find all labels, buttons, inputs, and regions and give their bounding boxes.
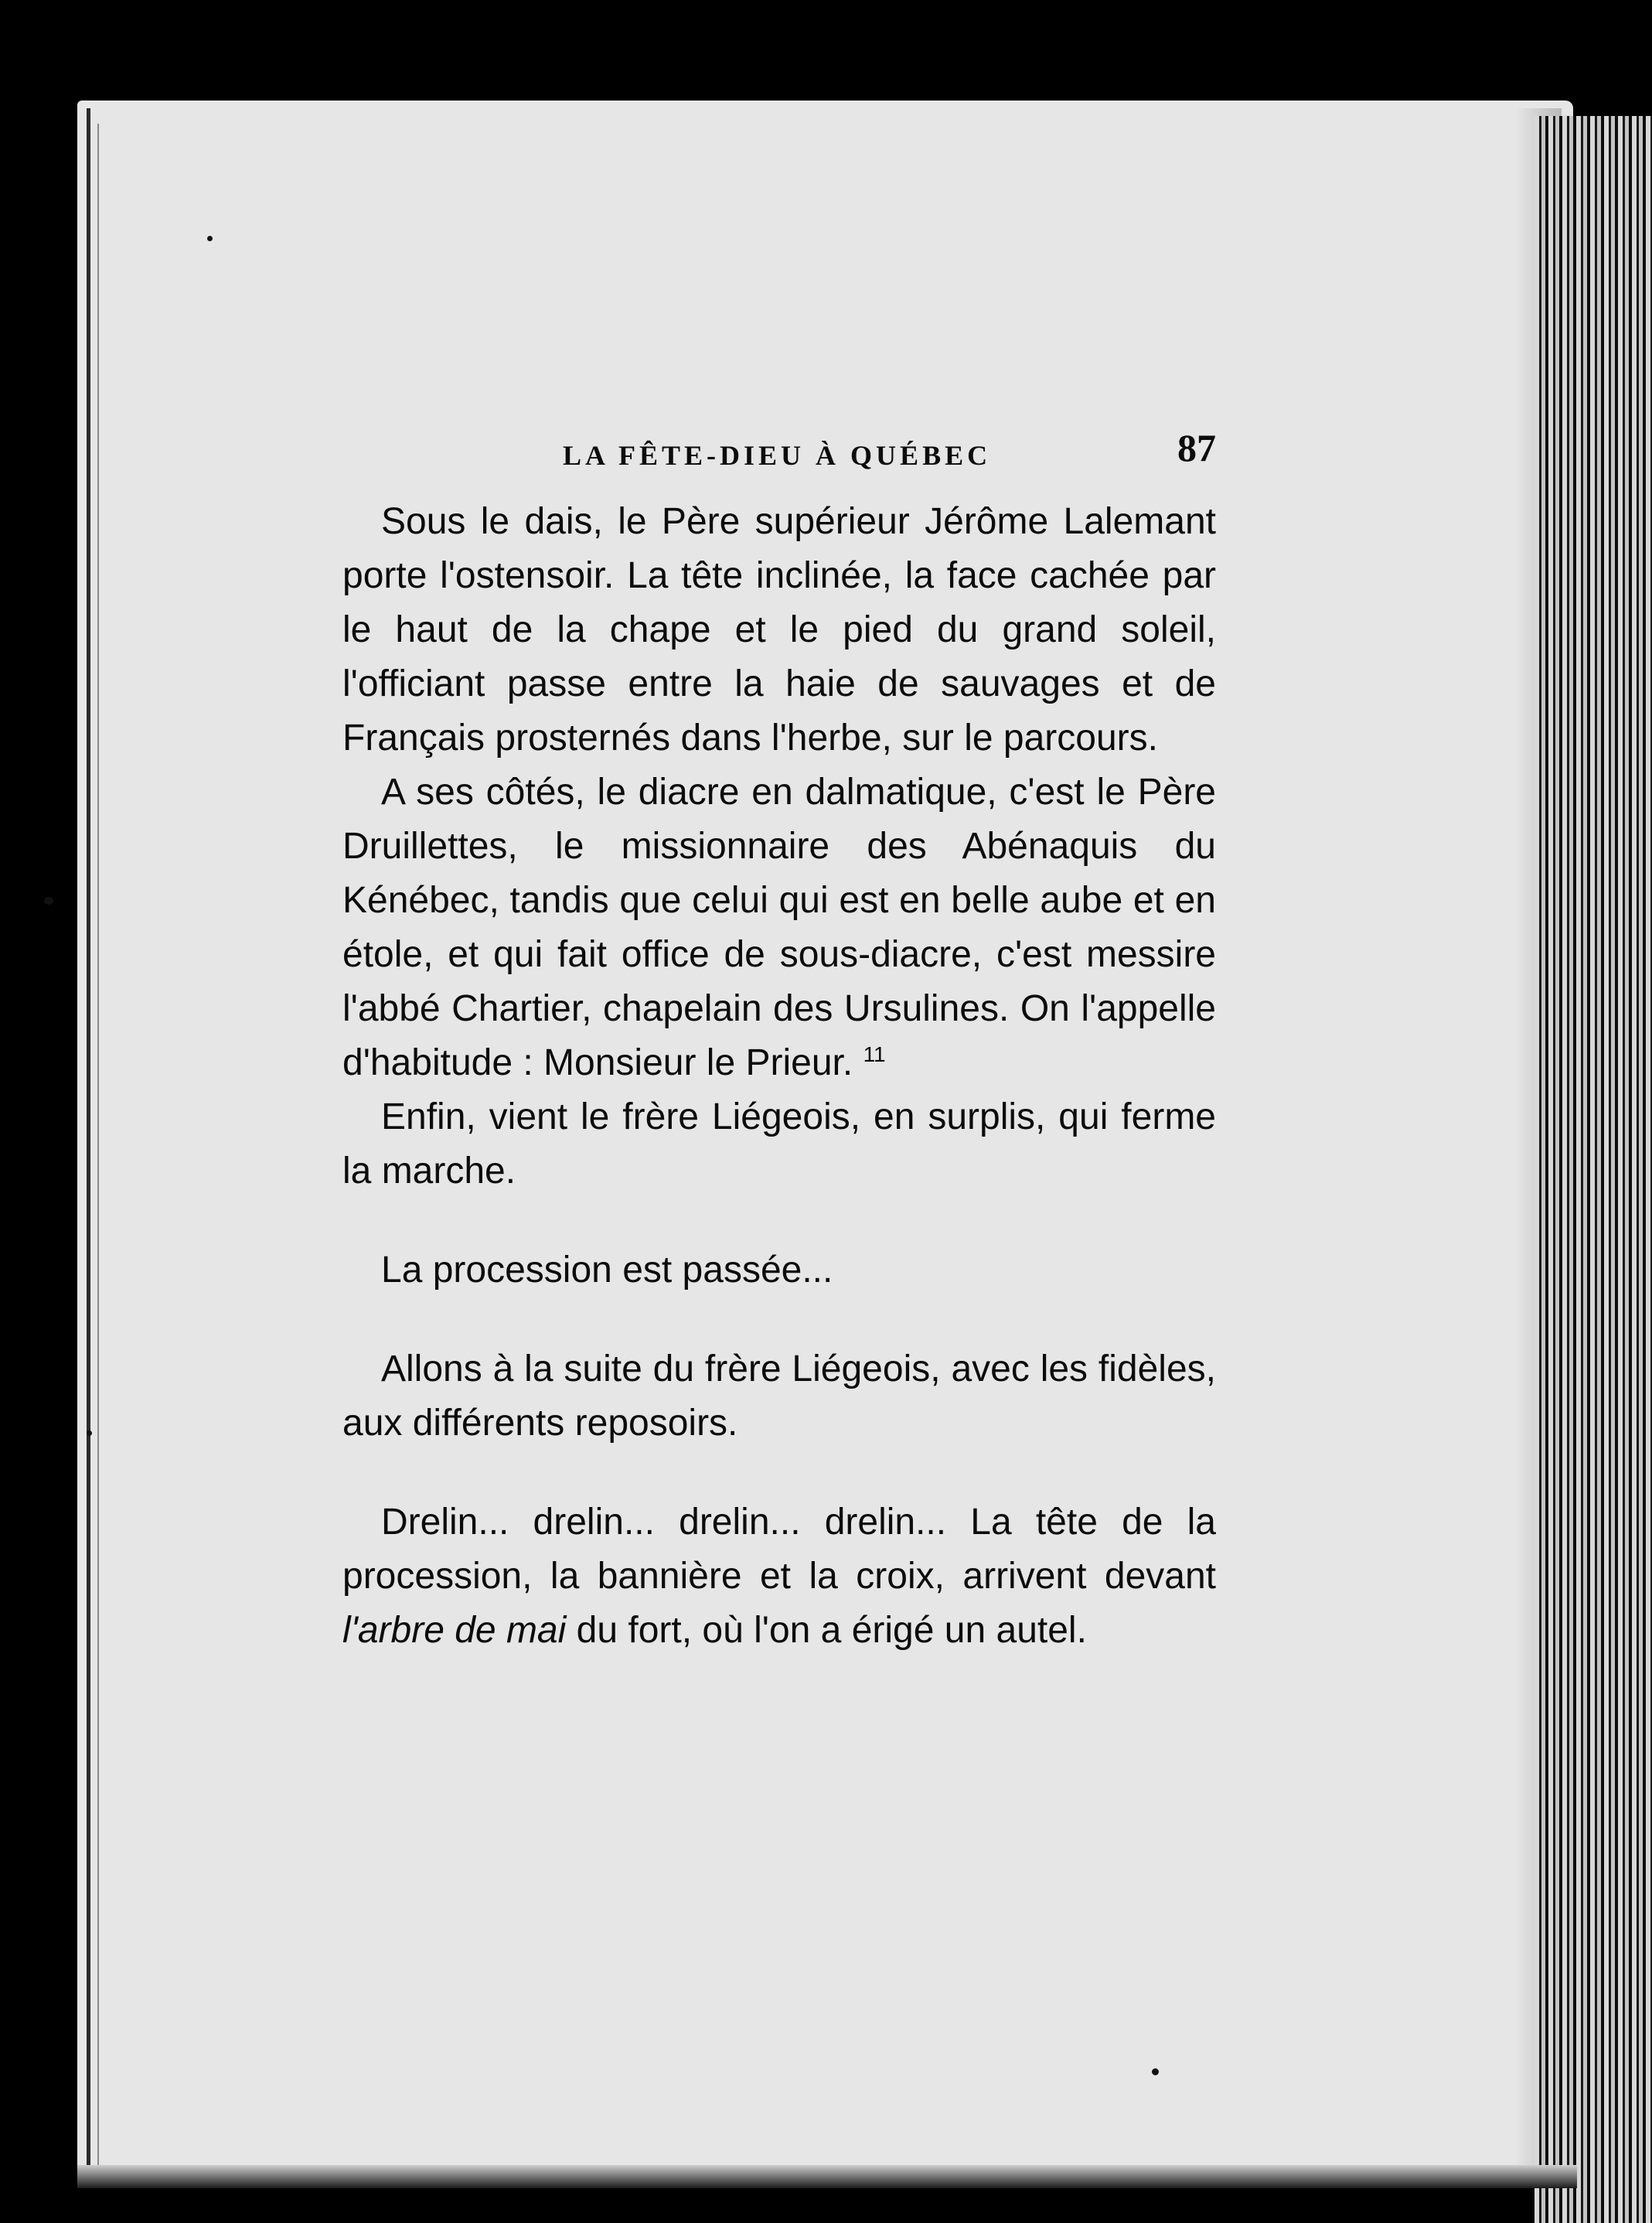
text-block bbox=[342, 425, 1216, 1658]
dust-speck bbox=[207, 236, 213, 241]
paragraph-text-after: du fort, où l'on a érigé un autel. bbox=[566, 1610, 1087, 1651]
book-edge-leaves bbox=[1534, 116, 1652, 2223]
paragraph bbox=[342, 1243, 1216, 1297]
dust-speck bbox=[87, 1430, 92, 1436]
body-text bbox=[342, 495, 1216, 1658]
paragraph bbox=[342, 1090, 1216, 1198]
page-bottom-edge bbox=[77, 2165, 1577, 2188]
paragraph bbox=[342, 765, 1216, 1090]
paragraph-text: La procession est passée... bbox=[381, 1250, 833, 1290]
footnote-ref: 11 bbox=[863, 1042, 886, 1066]
dust-speck bbox=[44, 897, 53, 905]
running-head bbox=[342, 425, 1216, 472]
paragraph-text: Sous le dais, le Père supérieur Jérôme Lalemant porte l'ostensoir. La tête inclinée, la face cachée par le haut de la chape et le pied du grand soleil, l'officiant passe entre la haie de sauvages et de Français prosternés dans l'herbe, sur le parcours. bbox=[342, 501, 1216, 759]
paragraph bbox=[342, 1495, 1216, 1658]
page-number: 87 bbox=[1177, 426, 1216, 469]
paragraph bbox=[342, 495, 1216, 765]
italic-phrase: l'arbre de mai bbox=[342, 1610, 567, 1651]
paragraph-text: A ses côtés, le diacre en dalmatique, c'est le Père Druillettes, le missionnaire des Abénaquis du Kénébec, tandis que celui qui est en belle aube et en étole, et qui fait office de sous-diacre, c'est messire l'abbé Chartier, chapelain des Ursulines. On l'appelle d'habitude : Monsieur le Prieur. bbox=[342, 772, 1216, 1083]
paragraph-text-before: Drelin... drelin... drelin... drelin... La tête de la procession, la bannière et la croix, arrivent devant bbox=[342, 1502, 1216, 1597]
paragraph-text: Allons à la suite du frère Liégeois, avec les fidèles, aux différents reposoirs. bbox=[342, 1348, 1216, 1444]
paragraph-text: Enfin, vient le frère Liégeois, en surplis, qui ferme la marche. bbox=[342, 1096, 1216, 1192]
binding-edge-inner bbox=[97, 124, 99, 2173]
dust-speck bbox=[1152, 2068, 1159, 2075]
binding-edge bbox=[87, 108, 90, 2188]
paragraph bbox=[342, 1342, 1216, 1451]
running-head-title: LA FÊTE-DIEU À QUÉBEC bbox=[563, 440, 992, 471]
